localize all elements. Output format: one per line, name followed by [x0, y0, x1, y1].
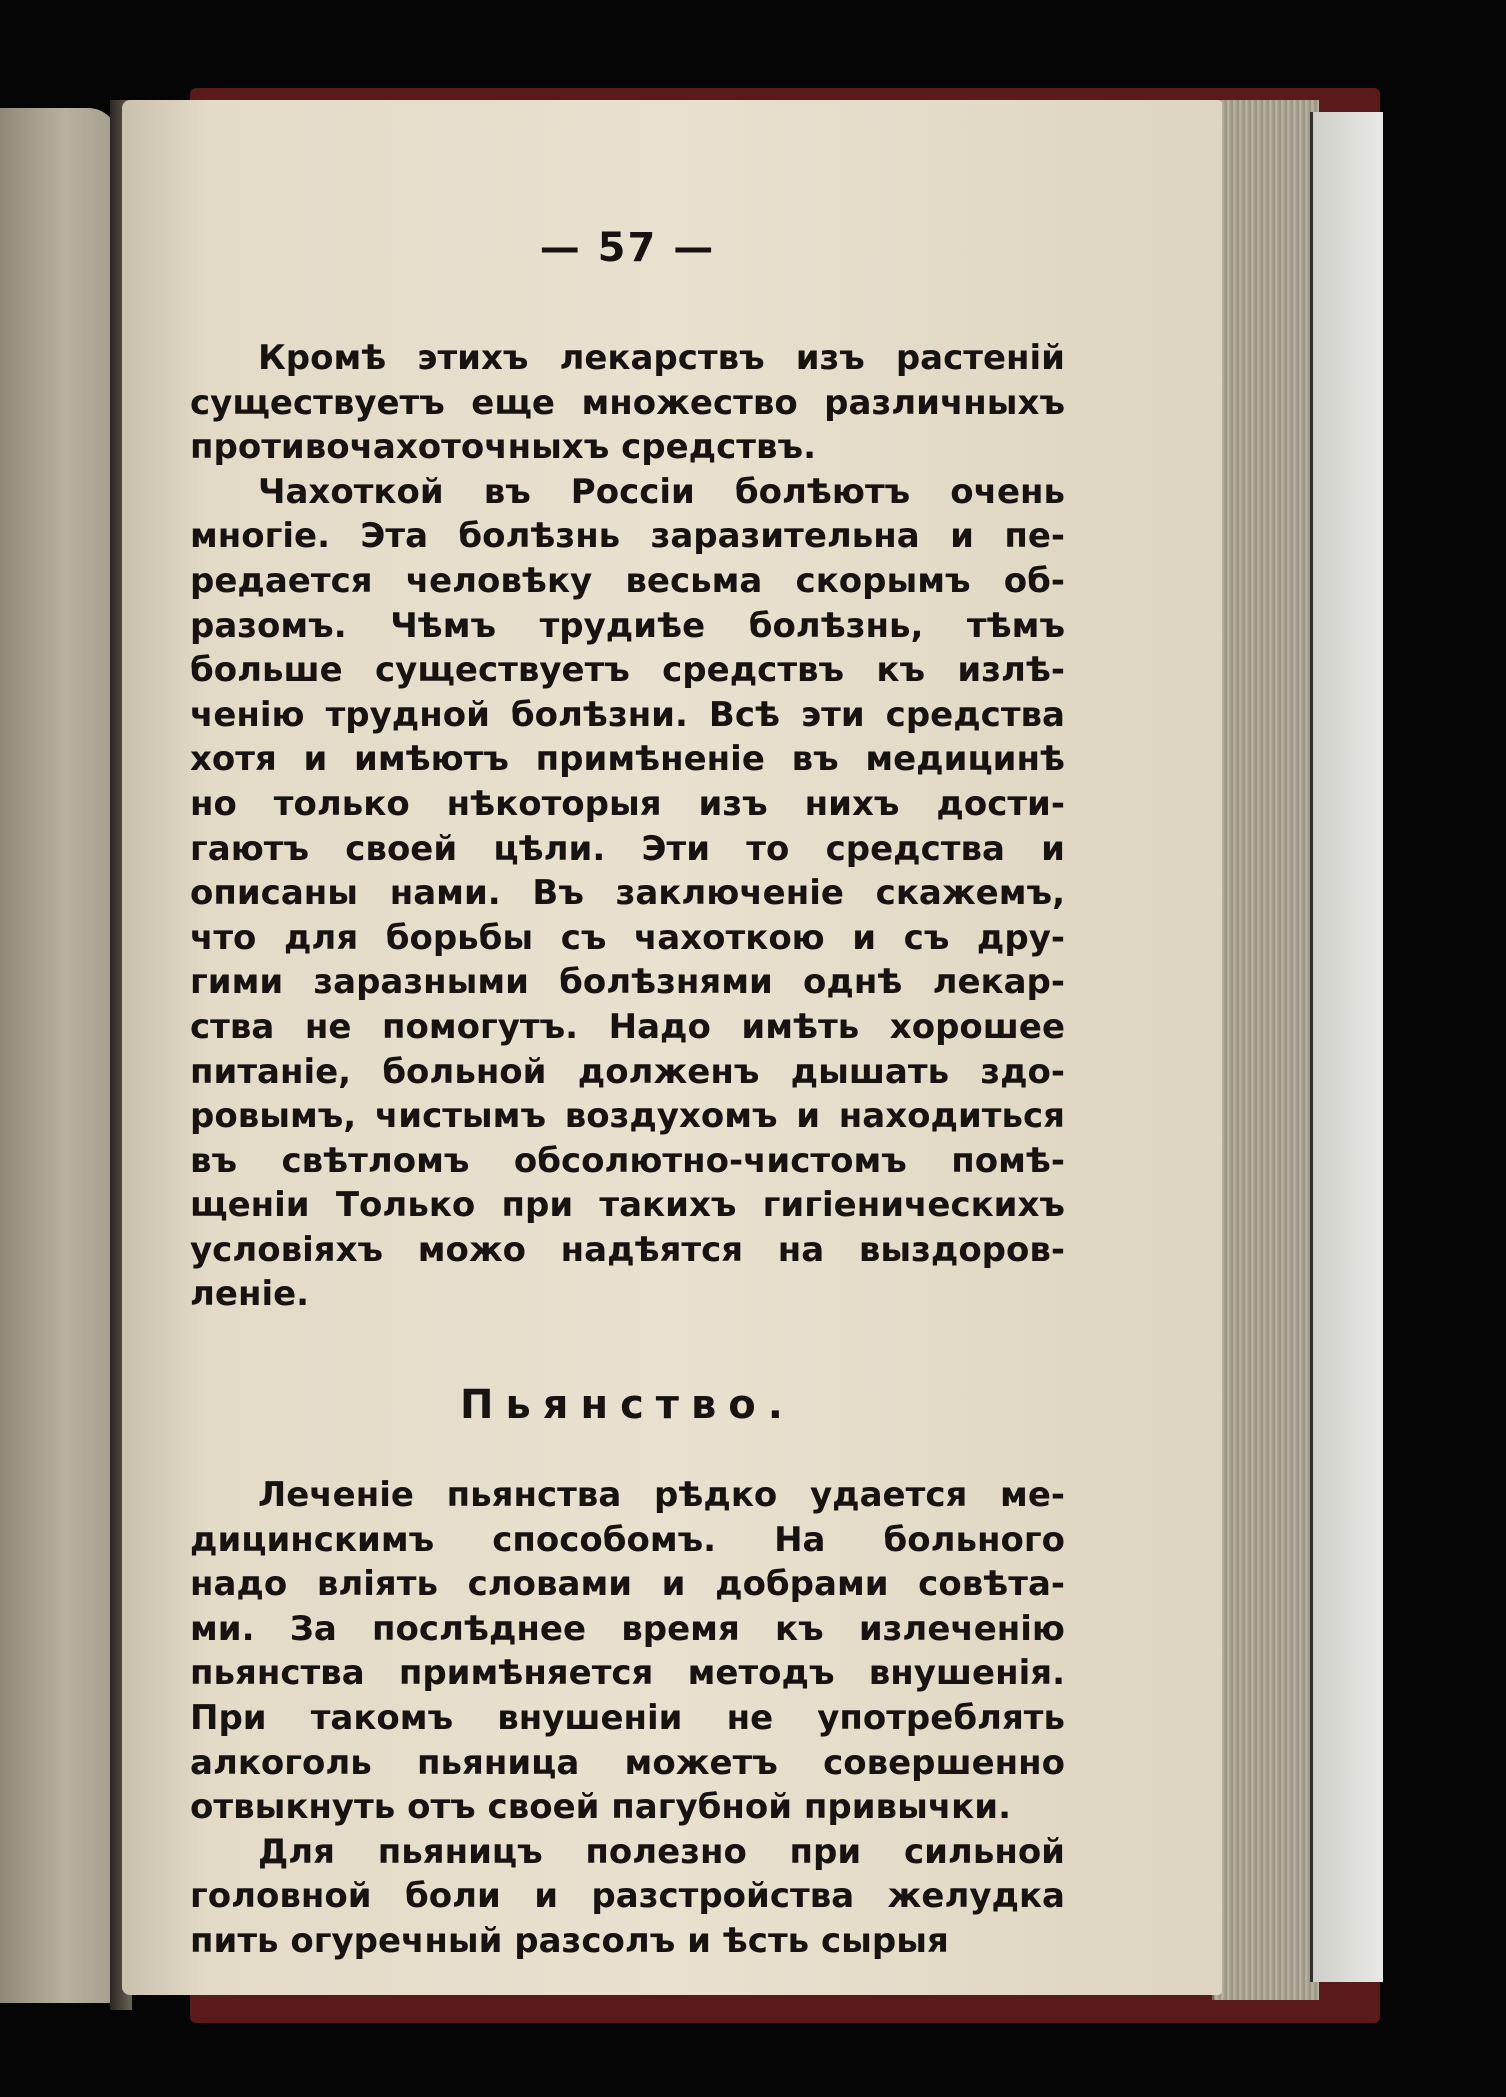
text-line: ченію трудной болѣзни. Всѣ эти средства [190, 694, 1065, 735]
text-line: Чахоткой въ Россіи болѣютъ очень [258, 471, 1065, 512]
text-line: головной боли и разстройства желудка [190, 1876, 1065, 1917]
text-line: редается человѣку весьма скорымъ об- [190, 560, 1065, 601]
text-line: пьянства примѣняется методъ внушенія. [190, 1653, 1065, 1694]
text-line: леніе. [190, 1274, 310, 1315]
page-block-edges [1212, 100, 1319, 2000]
paragraphs-bottom [190, 1473, 1065, 1964]
text-line: гаютъ своей цѣли. Эти то средства и [190, 828, 1065, 869]
text-line: разомъ. Чѣмъ трудиѣе болѣзнь, тѣмъ [190, 605, 1065, 646]
text-line: Леченіе пьянства рѣдко удается ме- [258, 1475, 1065, 1516]
text-line: гими заразными болѣзнями однѣ лекар- [190, 962, 1065, 1003]
text-line: многіе. Эта болѣзнь заразительна и пе- [190, 516, 1065, 557]
page-text [190, 220, 1065, 1964]
text-line: хотя и имѣютъ примѣненіе въ медицинѣ [190, 739, 1065, 780]
left-page-edge [0, 108, 118, 2003]
text-line: существуетъ еще множество различныхъ [190, 382, 1065, 423]
text-line: ровымъ, чистымъ воздухомъ и находиться [190, 1096, 1065, 1137]
text-line: условіяхъ можо надѣятся на выздоров- [190, 1229, 1065, 1270]
page-number: — 57 — [539, 225, 716, 271]
text-line: питаніе, больной долженъ дышать здо- [190, 1051, 1065, 1092]
paragraphs-top [190, 336, 1065, 1317]
text-line: дицинскимъ способомъ. На больного [190, 1519, 1065, 1560]
back-cover-board [1310, 112, 1383, 1982]
text-line: описаны нами. Въ заключеніе скажемъ, [190, 873, 1065, 914]
text-line: больше существуетъ средствъ къ излѣ- [190, 650, 1065, 691]
text-line: противочахоточныхъ средствъ. [190, 427, 816, 468]
text-line: алкоголь пьяница можетъ совершенно [190, 1742, 1065, 1783]
text-line: Для пьяницъ полезно при сильной [258, 1831, 1065, 1872]
section-heading: Пьянство. [460, 1382, 795, 1429]
text-line: надо влiять словами и добрами совѣта- [190, 1564, 1065, 1605]
text-line: щеніи Только при такихъ гигіеническихъ [190, 1185, 1065, 1226]
text-line: Кромѣ этихъ лекарствъ изъ растеній [258, 338, 1065, 378]
text-line: отвыкнуть отъ своей пагубной привычки. [190, 1787, 1011, 1828]
paragraph [190, 1473, 1065, 1830]
text-line: что для борьбы съ чахоткою и съ дру- [190, 917, 1065, 958]
text-line: При такомъ внушеніи не употреблять [190, 1698, 1065, 1739]
paragraph [190, 1830, 1065, 1964]
text-line: въ свѣтломъ обсолютно-чистомъ помѣ- [190, 1140, 1065, 1181]
text-line: ства не помогутъ. Надо имѣть хорошее [190, 1006, 1065, 1047]
text-line: но только нѣкоторыя изъ нихъ дости- [190, 783, 1065, 824]
paragraph [190, 470, 1065, 1317]
text-line: ми. За послѣднее время къ излеченію [190, 1608, 1065, 1649]
paragraph [190, 336, 1065, 470]
text-line: пить огуречный разсолъ и ѣсть сырыя [190, 1921, 949, 1961]
